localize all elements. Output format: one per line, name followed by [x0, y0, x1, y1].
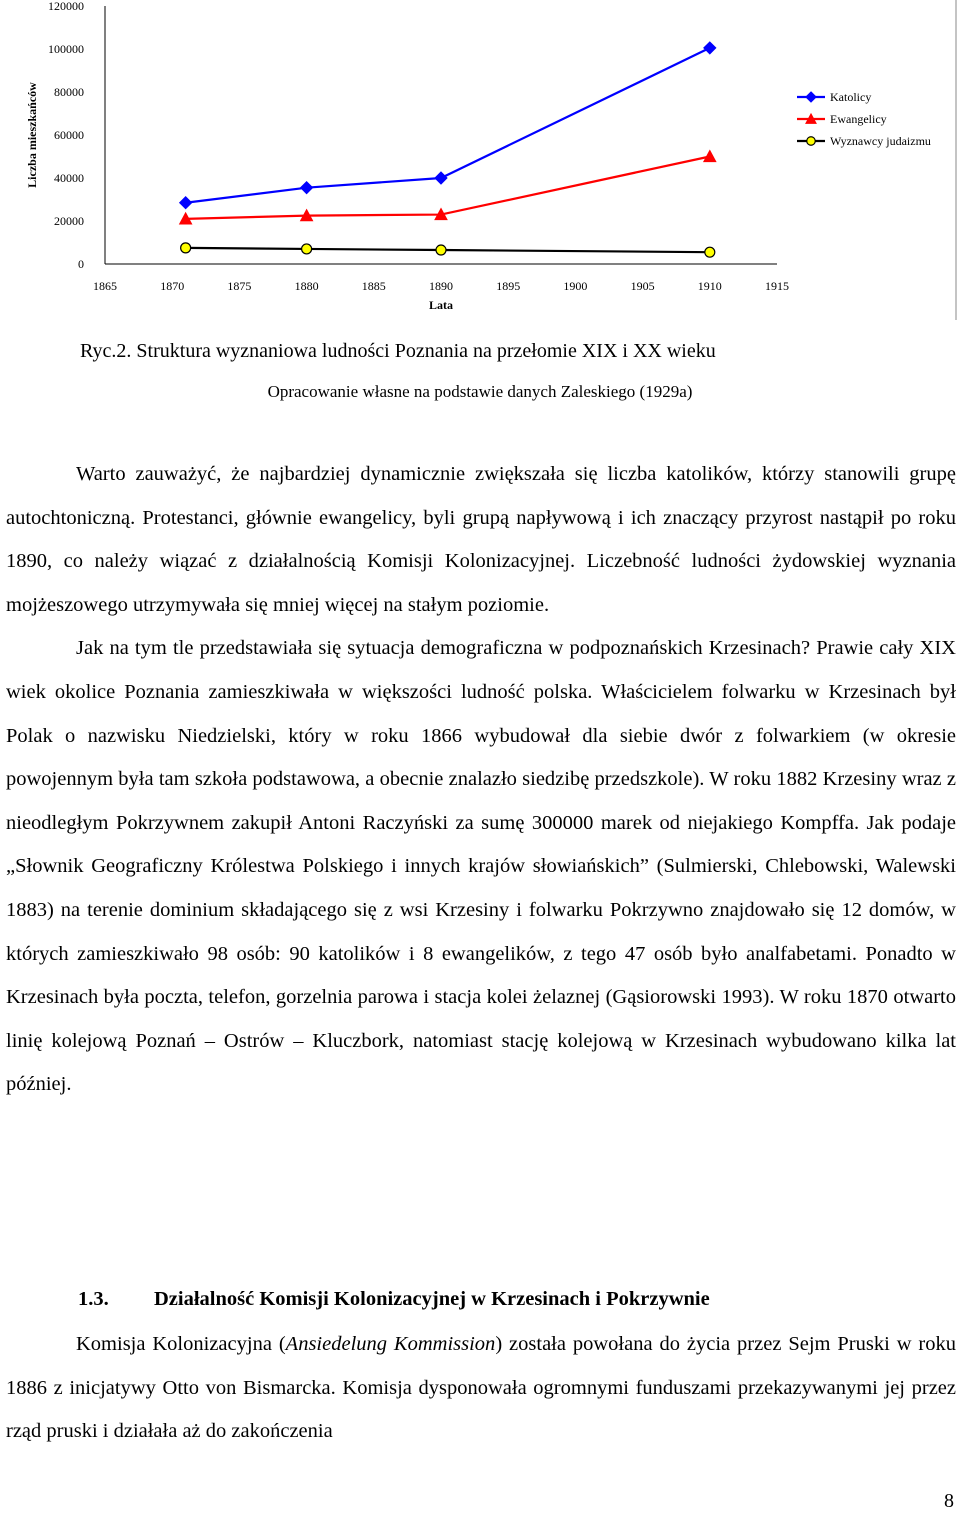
- x-tick-label: 1865: [93, 279, 117, 293]
- legend-label: Ewangelicy: [830, 112, 887, 126]
- y-tick-label: 100000: [48, 42, 84, 56]
- section-heading: [78, 1288, 710, 1311]
- x-tick-label: 1910: [697, 279, 722, 293]
- y-tick-label: 20000: [54, 214, 84, 228]
- legend-label: Wyznawcy judaizmu: [830, 134, 931, 148]
- section-title: Działalność Komisji Kolonizacyjnej w Krzesinach i Pokrzywnie: [154, 1288, 710, 1310]
- x-tick-label: 1875: [227, 279, 252, 293]
- circle-marker: [302, 244, 312, 254]
- y-tick-label: 60000: [54, 128, 84, 142]
- diamond-marker: [806, 92, 816, 102]
- x-tick-label: 1885: [361, 279, 386, 293]
- legend-entry: [797, 134, 931, 148]
- x-tick-label: 1895: [496, 279, 521, 293]
- page-number: 8: [944, 1490, 954, 1512]
- religion-structure-chart: [0, 0, 960, 320]
- section-paragraph-start: Komisja Kolonizacyjna (: [76, 1333, 286, 1355]
- series-circle: [181, 243, 715, 257]
- chart-legend: [797, 90, 931, 148]
- paragraph-2: Jak na tym tle przedstawiała się sytuacja demograficzna w podpoznańskich Krzesinach? Prawie cały XIX wiek okolice Poznania zamieszkiwała w większości ludność polska. Właścicielem folwarku w Krzesinach był Polak o nazwisku Niedzielski, który w roku 1866 wybudował dla siebie dwór z folwarkiem (w okresie powojennym była tam szkoła podstawowa, a obecnie znalazło siedzibę przedszkole). W roku 1882 Krzesiny wraz z nieodległym Pokrzywnem zakupił Antoni Raczyński za sumę 300000 marek od niejakiego Kompffa. Jak podaje „Słownik Geograficzny Królestwa Polskiego i innych krajów słowiańskich” (Sulmierski, Chlebowski, Walewski 1883) na terenie dominium składającego się z wsi Krzesiny i folwarku Pokrzywno znajdowało się 12 domów, w których zamieszkiwało 98 osób: 90 katolików i 8 ewangelików, z tego 47 osób było analfabetami. Ponadto w Krzesinach była poczta, telefon, gorzelnia parowa i stacja kolei żelaznej (Gąsiorowski 1993). W roku 1870 otwarto linię kolejową Poznań – Ostrów – Kluczbork, natomiast stację kolejową w Krzesinach wybudowano kilka lat później.: [6, 637, 956, 1096]
- legend-entry: [797, 90, 871, 104]
- y-axis-label: Liczba mieszkańców: [25, 82, 39, 188]
- paragraph-1: Warto zauważyć, że najbardziej dynamicznie zwiększała się liczba katolików, którzy stanowili grupę autochtoniczną. Protestanci, głównie ewangelicy, byli grupą napływową i ich znaczący przyrost nastąpił po roku 1890, co należy wiązać z działalnością Komisji Kolonizacyjnej. Liczebność ludności żydowskiej wyznania mojżeszowego utrzymywała się mniej więcej na stałym poziomie.: [6, 463, 956, 616]
- section-paragraph: [6, 1323, 956, 1454]
- x-tick-label: 1890: [429, 279, 453, 293]
- circle-marker: [807, 137, 816, 146]
- section-body: [6, 1323, 956, 1454]
- legend-label: Katolicy: [830, 90, 872, 104]
- circle-marker: [436, 245, 446, 255]
- x-tick-label: 1900: [563, 279, 588, 293]
- y-tick-label: 80000: [54, 85, 84, 99]
- section-paragraph-end: ) została powołana do życia przez Sejm Pruski w roku 1886 z inicjatywy Otto von Bismarcka. Komisja dysponowała ogromnymi funduszami przekazywanymi jej przez rząd pruski i działała aż do zakończenia: [6, 1333, 957, 1443]
- section-number: 1.3.: [78, 1288, 109, 1310]
- legend-entry: [797, 112, 887, 126]
- x-tick-label: 1880: [294, 279, 319, 293]
- circle-marker: [181, 243, 191, 253]
- figure-caption: Ryc.2. Struktura wyznaniowa ludności Poznania na przełomie XIX i XX wieku: [80, 340, 716, 362]
- series-line: [186, 248, 710, 252]
- series-line: [186, 157, 710, 219]
- series-triangle: [180, 151, 716, 224]
- body-text: [6, 453, 956, 1107]
- diamond-marker: [180, 197, 192, 209]
- series-diamond: [180, 42, 716, 209]
- diamond-marker: [704, 42, 716, 54]
- x-tick-label: 1905: [630, 279, 655, 293]
- x-tick-labels: [93, 279, 789, 293]
- y-tick-label: 40000: [54, 171, 84, 185]
- triangle-marker: [704, 151, 716, 162]
- y-tick-label: 0: [78, 257, 84, 271]
- x-tick-label: 1870: [160, 279, 185, 293]
- diamond-marker: [435, 172, 447, 184]
- diamond-marker: [301, 182, 313, 194]
- x-tick-label: 1915: [765, 279, 789, 293]
- y-tick-labels: [48, 0, 84, 271]
- circle-marker: [705, 247, 715, 257]
- plot-area: [105, 6, 777, 264]
- figure-source: Opracowanie własne na podstawie danych Zaleskiego (1929a): [267, 382, 693, 401]
- series-line: [186, 48, 710, 203]
- y-tick-label: 120000: [48, 0, 84, 13]
- section-paragraph-italic: Ansiedelung Kommission: [285, 1333, 496, 1355]
- series-layer: [180, 42, 716, 257]
- x-axis-label: Lata: [429, 298, 453, 312]
